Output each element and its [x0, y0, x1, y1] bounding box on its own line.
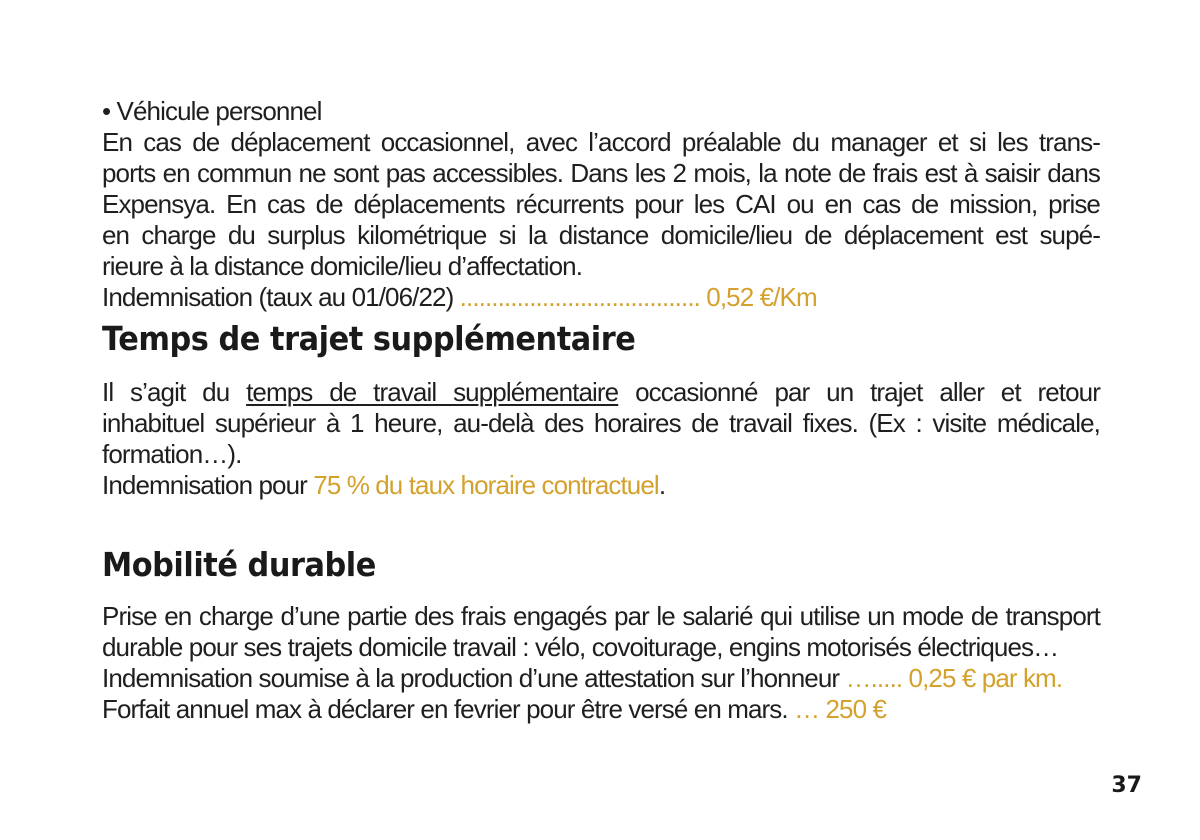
heading-mobilite-durable: Mobilité durable [102, 545, 376, 584]
paragraph-line: Expensya. En cas de déplacements récurrents pour les CAI ou en cas de mission, prise [102, 189, 1100, 219]
attestation-label: Indemnisation soumise à la production d’une attestation sur l’honneur [102, 663, 846, 693]
paragraph-line: durable pour ses trajets domicile travail : vélo, covoiturage, engins motorisés électriques… [102, 632, 1059, 662]
paragraph-line: en charge du surplus kilométrique si la distance domicile/lieu de déplacement est supé- [102, 220, 1100, 250]
document-page [102, 96, 1100, 725]
indemn-value: 75 % du taux horaire contractuel [313, 470, 659, 500]
text-fragment: Il s’agit du [102, 377, 247, 407]
bullet-title: • Véhicule personnel [102, 96, 322, 126]
heading-temps-de-trajet: Temps de trajet supplémentaire [102, 319, 636, 358]
rate-value: ...................................... 0,52 €/Km [459, 282, 817, 312]
forfait-line [102, 694, 1100, 725]
paragraph-line: inhabituel supérieur à 1 heure, au-delà des horaires de travail fixes. (Ex : visite médicale, [102, 408, 1100, 438]
indemnisation-line [102, 470, 1100, 501]
rate-label: Indemnisation (taux au 01/06/22) [102, 282, 460, 312]
paragraph-line: Prise en charge d’une partie des frais engagés par le salarié qui utilise un mode de transport [102, 601, 1100, 631]
paragraph-line: formation…). [102, 439, 242, 469]
section-temps-de-trajet [102, 377, 1100, 501]
forfait-label: Forfait annuel max à déclarer en fevrier pour être versé en mars. [102, 694, 795, 724]
indemn-end: . [658, 470, 666, 500]
rate-line [102, 282, 1100, 313]
paragraph-line: En cas de déplacement occasionnel, avec l’accord préalable du manager et si les trans- [102, 127, 1100, 157]
forfait-value: … 250 € [794, 694, 887, 724]
page-number: 37 [1111, 773, 1142, 798]
attestation-line [102, 663, 1100, 694]
section-vehicule-personnel [102, 96, 1100, 313]
text-fragment: occasionné par un trajet aller et retour [618, 377, 1101, 407]
paragraph-line: ports en commun ne sont pas accessibles. Dans les 2 mois, la note de frais est à saisir dans [102, 158, 1100, 188]
attestation-value: …..... 0,25 € par km. [845, 663, 1063, 693]
section-mobilite-durable [102, 601, 1100, 725]
paragraph-line [102, 377, 1100, 408]
indemn-label: Indemnisation pour [102, 470, 314, 500]
underlined-term: temps de travail supplémentaire [246, 377, 619, 407]
paragraph-line: rieure à la distance domicile/lieu d’affectation. [102, 251, 583, 281]
